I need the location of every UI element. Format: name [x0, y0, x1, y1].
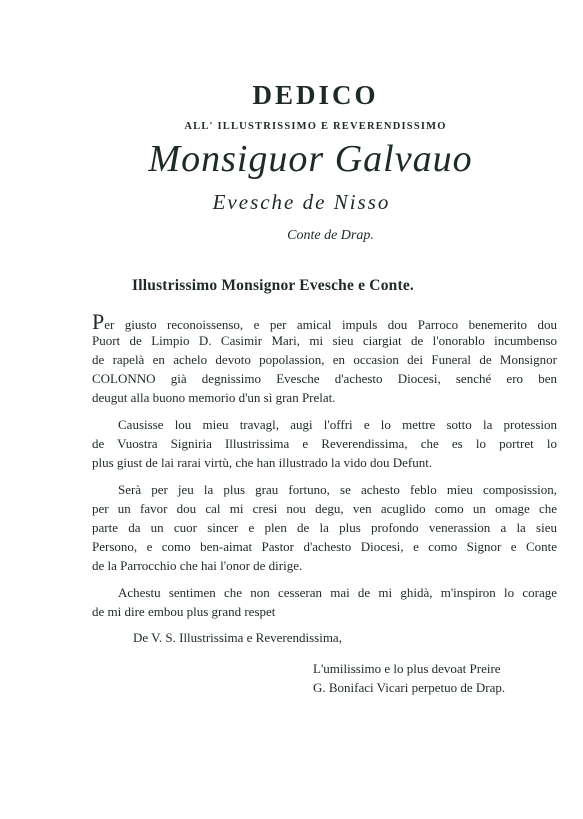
paragraph-2-line-3: plus giust de lai rarai virtù, che han illustrado la vido dou Defunt. [92, 455, 433, 470]
dedication-honorific: ALL' ILLUSTRISSIMO E REVERENDISSIMO [184, 121, 447, 132]
paragraph-4-line-2: de mi dire embou plus grand respet [92, 604, 276, 619]
paragraph-3-line-1: Serà per jeu la plus grau fortuno, se achesto feblo mieu composission, [118, 482, 557, 497]
paragraph-1-line-4: COLONNO già degnissimo Evesche d'achesto Diocesi, senché ero ben [92, 371, 557, 386]
drop-cap: P [92, 309, 105, 334]
paragraph-3-line-3: parte da un cuor sincer e plen de la plus profondo venerassion a la sieu [92, 520, 557, 535]
paragraph-2-line-2: de Vuostra Signiria Illustrissima e Reverendissima, che es lo portret lo [92, 436, 557, 451]
paragraph-2-line-1: Causisse lou mieu travagl, augi l'offri e lo mettre sotto la protession [118, 417, 557, 432]
paragraph-1-line-5: deugut alla buono memorio d'un sì gran Prelat. [92, 390, 336, 405]
paragraph-1-line-1: Per giusto reconoissenso, e per amical impuls dou Parroco benemerito dou [92, 309, 557, 334]
paragraph-3-line-2: per un favor dou cal mi cresi nou degu, ven acuglido como un omage che [92, 501, 557, 516]
paragraph-3-line-4: Persono, e como ben-aimat Pastor d'achesto Diocesi, e como Signor e Conte [92, 539, 557, 554]
paragraph-3-line-5: de la Parrocchio che hai l'onor de dirige. [92, 558, 303, 573]
paragraph-4-line-1: Achestu sentimen che non cesseran mai de mi ghidà, m'inspiron lo corage [118, 585, 557, 600]
salutation: Illustrissimo Monsignor Evesche e Conte. [132, 277, 414, 294]
closing-humble: L'umilissimo e lo plus devoat Preire [313, 661, 501, 676]
closing-formula: De V. S. Illustrissima e Reverendissima, [133, 630, 342, 645]
dedication-heading: DEDICO [252, 80, 379, 110]
dedicatee-title: Evesche de Nisso [212, 190, 391, 214]
dedicatee-county: Conte de Drap. [287, 228, 374, 243]
dedicatee-name: Monsiguor Galvauo [148, 138, 473, 180]
signature: G. Bonifaci Vicari perpetuo de Drap. [313, 680, 506, 695]
paragraph-1-line-2: Puort de Limpio D. Casimir Mari, mi sieu ciargiat de l'onorablo incumbenso [92, 333, 557, 348]
paragraph-1-line-3: de rapelà en achelo devoto popolassion, en occasion dei Funeral de Monsignor [92, 352, 557, 367]
